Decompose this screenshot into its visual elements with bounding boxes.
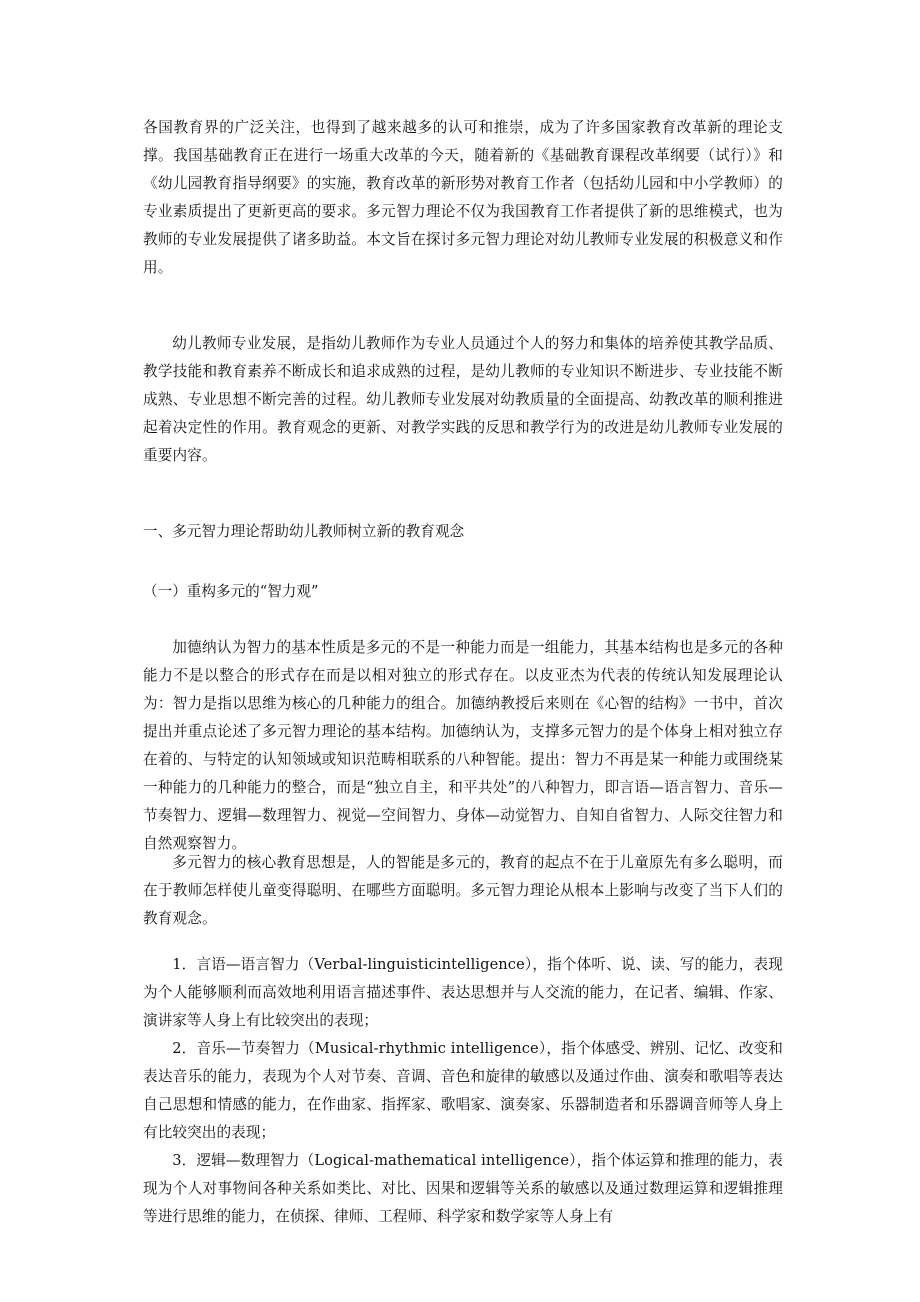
intro-paragraph: 各国教育界的广泛关注，也得到了越来越多的认可和推崇，成为了许多国家教育改革新的理论支撑。我国基础教育正在进行一场重大改革的今天，随着新的《基础教育课程改革纲要（试行）》和《幼儿园教育指导纲要》的实施，教育改革的新形势对教育工作者（包括幼儿园和中小学教师）的专业素质提出了更新更高的要求。多元智力理论不仅为我国教育工作者提供了新的思维模式，也为教师的专业发展提供了诸多助益。本文旨在探讨多元智力理论对幼儿教师专业发展的积极意义和作用。 <box>143 119 783 276</box>
gardner-paragraph: 加德纳认为智力的基本性质是多元的不是一种能力而是一组能力，其基本结构也是多元的各种能力不是以整合的形式存在而是以相对独立的形式存在。以皮亚杰为代表的传统认知发展理论认为：智力是指以思维为核心的几种能力的组合。加德纳教授后来则在《心智的结构》一书中，首次提出并重点论述了多元智力理论的基本结构。加德纳认为，支撑多元智力的是个体身上相对独立存在着的、与特定的认知领域或知识范畴相联系的八种智能。提出：智力不再是某一种能力或围绕某一种能力的几种能力的整合，而是“独立自主，和平共处”的八种智力，即言语—语言智力、音乐—节奏智力、逻辑—数理智力、视觉—空间智力、身体—动觉智力、自知自省智力、人际交往智力和自然观察智力。 <box>143 639 783 852</box>
subsection-heading: （一）重构多元的“智力观” <box>143 583 319 600</box>
intelligence-list <box>143 951 783 1231</box>
core-idea-paragraph: 多元智力的核心教育思想是，人的智能是多元的，教育的起点不在于儿童原先有多么聪明，而在于教师怎样使儿童变得聪明、在哪些方面聪明。多元智力理论从根本上影响与改变了当下人们的教育观念。 <box>143 854 783 927</box>
definition-paragraph: 幼儿教师专业发展，是指幼儿教师作为专业人员通过个人的努力和集体的培养使其教学品质、教学技能和教育素养不断成长和追求成熟的过程，是幼儿教师的专业知识不断进步、专业技能不断成熟、专业思想不断完善的过程。幼儿教师专业发展对幼教质量的全面提高、幼教改革的顺利推进起着决定性的作用。教育观念的更新、对教学实践的反思和教学行为的改进是幼儿教师专业发展的重要内容。 <box>143 335 783 464</box>
section-heading: 一、多元智力理论帮助幼儿教师树立新的教育观念 <box>143 523 465 540</box>
list-item-musical-rhythmic: 2．音乐—节奏智力（Musical-rhythmic intelligence），指个体感受、辨别、记忆、改变和表达音乐的能力，表现为个人对节奏、音调、音色和旋律的敏感以及通过作曲、演奏和歌唱等表达自己思想和情感的能力，在作曲家、指挥家、歌唱家、演奏家、乐器制造者和乐器调音师等人身上有比较突出的表现； <box>143 1040 783 1141</box>
list-item-verbal-linguistic: 1．言语—语言智力（Verbal-linguisticintelligence），指个体听、说、读、写的能力，表现为个人能够顺利而高效地利用语言描述事件、表达思想并与人交流的能力，在记者、编辑、作家、演讲家等人身上有比较突出的表现； <box>143 956 783 1029</box>
list-item-logical-mathematical: 3．逻辑—数理智力（Logical-mathematical intelligence），指个体运算和推理的能力，表现为个人对事物间各种关系如类比、对比、因果和逻辑等关系的敏感以及通过数理运算和逻辑推理等进行思维的能力，在侦探、律师、工程师、科学家和数学家等人身上有 <box>143 1152 783 1225</box>
